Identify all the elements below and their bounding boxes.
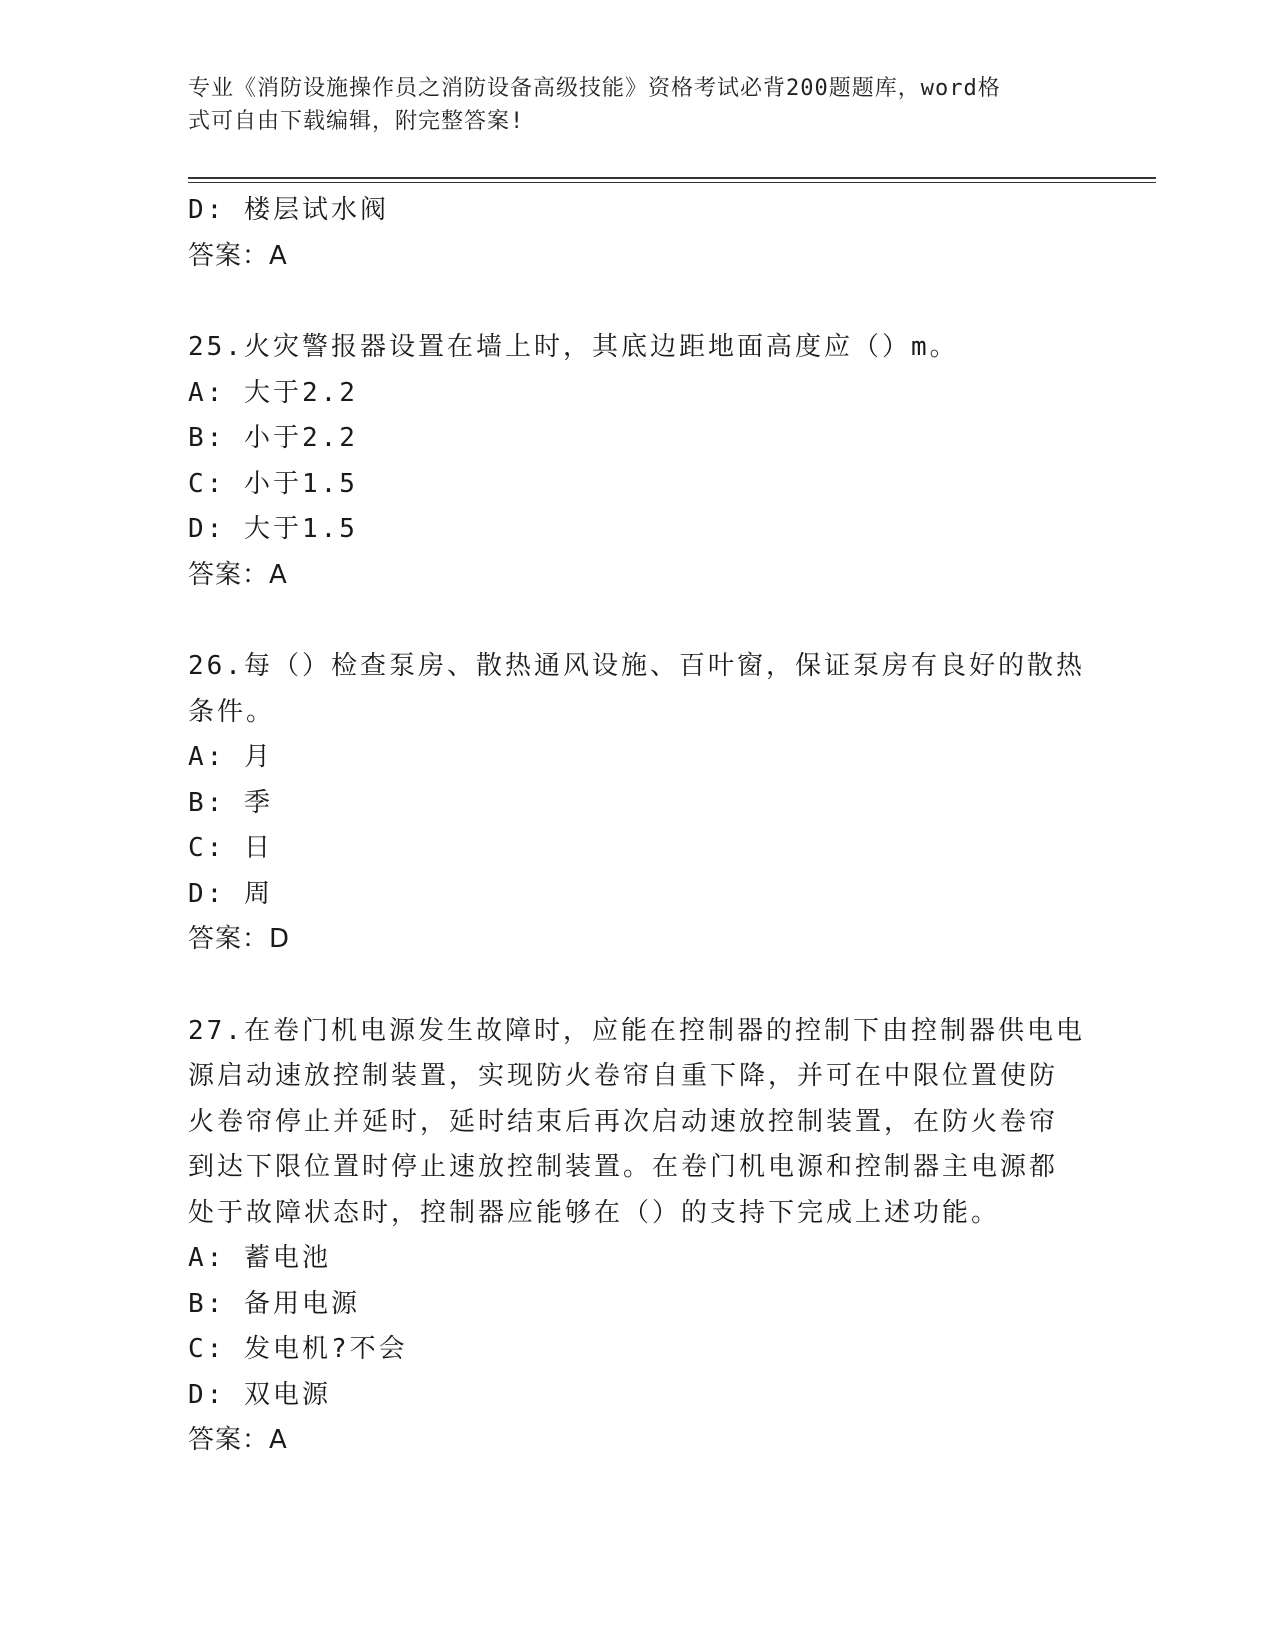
option-a: A: 大于2.2 xyxy=(188,377,358,408)
q24-option-d: D: 楼层试水阀 xyxy=(188,195,389,225)
q24-answer: 答案：A xyxy=(188,240,288,271)
option-b: B: 备用电源 xyxy=(188,1288,360,1319)
header-divider-thick xyxy=(188,177,1156,179)
option-c: C: 日 xyxy=(188,833,273,863)
answer: 答案：A xyxy=(188,559,288,590)
question-stem: 25.火灾警报器设置在墙上时，其底边距地面高度应（）m。 xyxy=(188,332,959,362)
option-c: C: 小于1.5 xyxy=(188,468,358,499)
question-stem-line: 源启动速放控制装置，实现防火卷帘自重下降，并可在中限位置使防 xyxy=(188,1061,1059,1091)
question-content xyxy=(188,188,1088,1464)
question-26 xyxy=(188,644,1088,963)
question-25 xyxy=(188,325,1088,598)
option-c: C: 发电机?不会 xyxy=(188,1334,408,1364)
answer: 答案：A xyxy=(188,1425,288,1455)
option-d: D: 周 xyxy=(188,878,273,909)
question-stem-line: 条件。 xyxy=(188,696,276,727)
option-d: D: 大于1.5 xyxy=(188,514,358,544)
question-stem-line: 到达下限位置时停止速放控制装置。在卷门机电源和控制器主电源都 xyxy=(188,1152,1059,1182)
option-d: D: 双电源 xyxy=(188,1379,331,1410)
option-b: B: 季 xyxy=(188,787,273,818)
document-header xyxy=(188,72,1088,138)
spacer xyxy=(188,963,1088,1009)
answer: 答案：D xyxy=(188,924,291,954)
question-stem-line: 处于故障状态时，控制器应能够在（）的支持下完成上述功能。 xyxy=(188,1197,1001,1228)
header-line-1: 专业《消防设施操作员之消防设备高级技能》资格考试必背200题题库，word格 xyxy=(188,76,1001,101)
question-stem-line: 火卷帘停止并延时，延时结束后再次启动速放控制装置，在防火卷帘 xyxy=(188,1106,1059,1137)
header-divider-thin xyxy=(188,182,1156,183)
option-a: A: 蓄电池 xyxy=(188,1243,331,1273)
option-a: A: 月 xyxy=(188,742,273,772)
header-line-2: 式可自由下载编辑，附完整答案! xyxy=(188,109,525,134)
spacer xyxy=(188,598,1088,644)
question-stem-line: 27.在卷门机电源发生故障时，应能在控制器的控制下由控制器供电电 xyxy=(188,1015,1085,1046)
question-27 xyxy=(188,1009,1088,1464)
question-stem-line: 26.每（）检查泵房、散热通风设施、百叶窗，保证泵房有良好的散热 xyxy=(188,651,1085,681)
option-b: B: 小于2.2 xyxy=(188,423,358,453)
spacer xyxy=(188,279,1088,325)
